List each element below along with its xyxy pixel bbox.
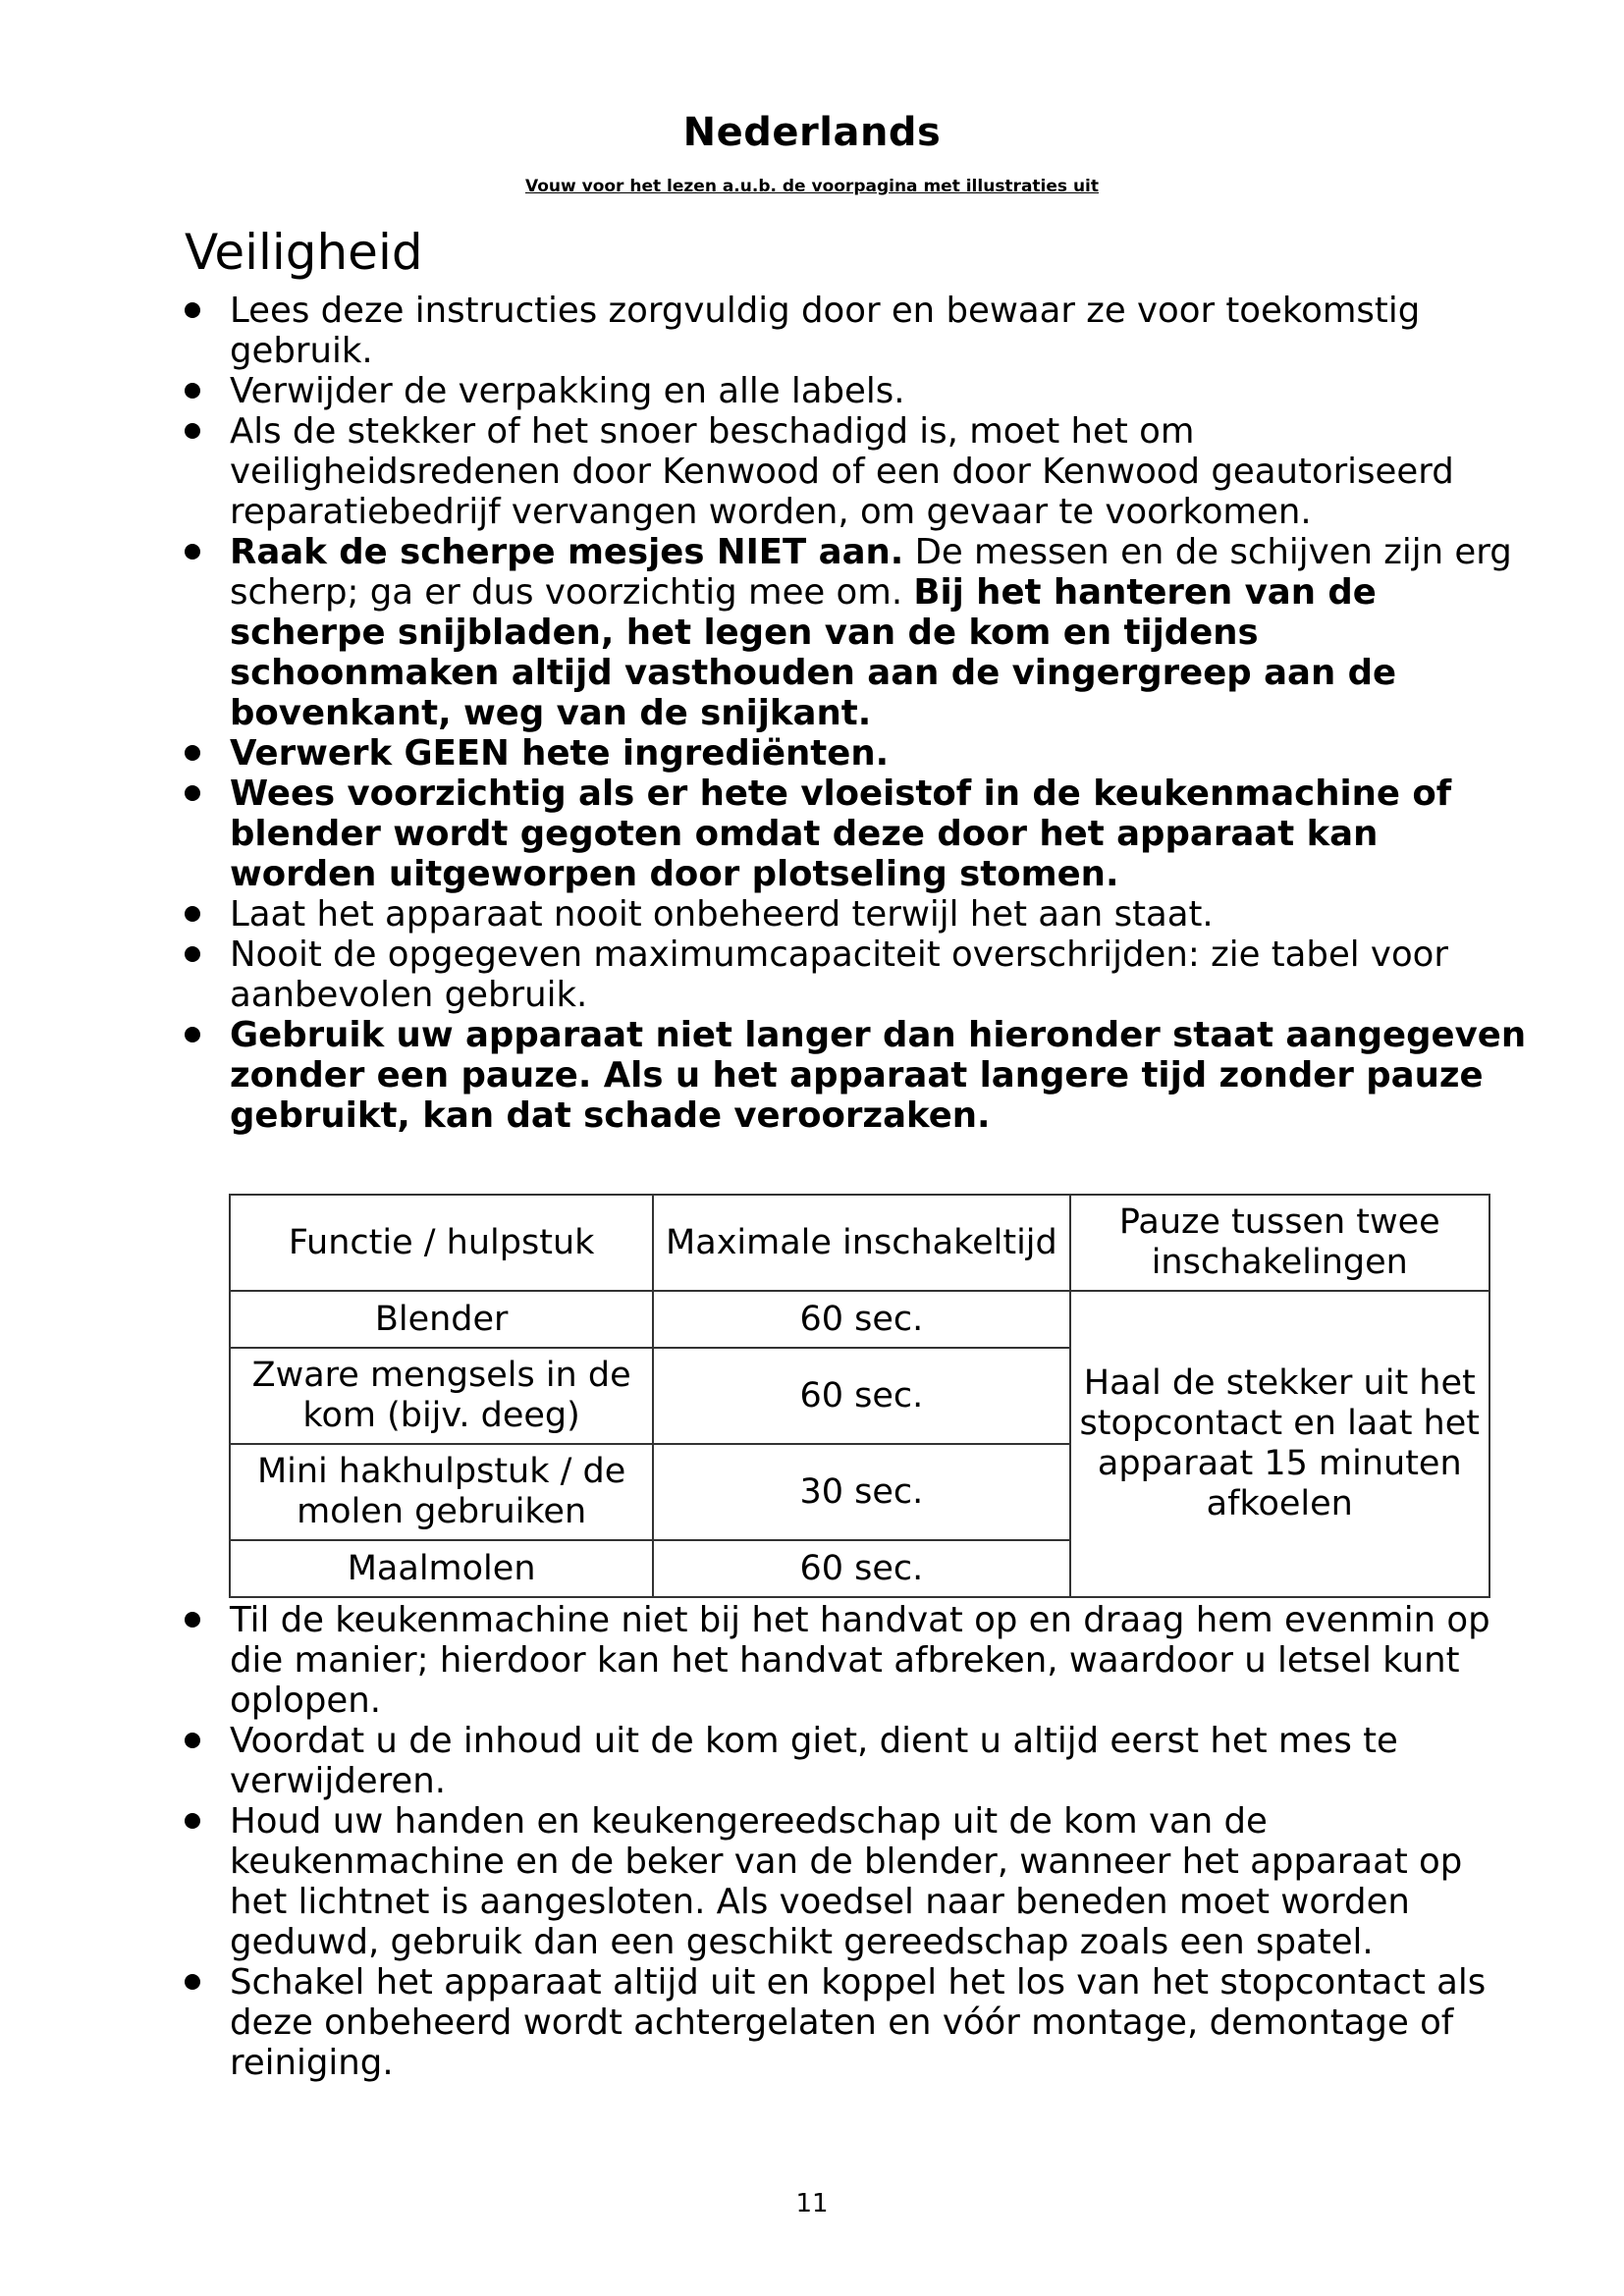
table-cell-function: Zware mengsels in de kom (bijv. deeg): [230, 1348, 653, 1444]
bullet-icon: [185, 1733, 200, 1748]
section-title: Veiligheid: [185, 224, 423, 281]
table-row: [230, 1291, 1489, 1348]
list-item: [185, 934, 1530, 1015]
table-cell-function: Maalmolen: [230, 1540, 653, 1597]
table-cell-pause: Haal de stekker uit het stopcontact en laat het apparaat 15 minuten afkoelen: [1070, 1291, 1489, 1597]
bullet-icon: [185, 383, 200, 399]
table-header-pause: Pauze tussen twee inschakelingen: [1070, 1195, 1489, 1291]
list-item: [185, 1015, 1530, 1136]
list-item: [185, 291, 1530, 371]
table-cell-time: 30 sec.: [653, 1444, 1069, 1540]
item-text: Houd uw handen en keukengereedschap uit de kom van de keukenmachine en de beker van de blender, wanneer het apparaat op het lichtnet is aangesloten. Als voedsel naar beneden moet worden geduwd, gebruik dan een geschikt gereedschap zoals een spatel.: [230, 1801, 1463, 1962]
list-item: [185, 1600, 1530, 1721]
table-cell-function: Blender: [230, 1291, 653, 1348]
list-item: [185, 371, 1530, 411]
table-header-function: Functie / hulpstuk: [230, 1195, 653, 1291]
bullet-icon: [185, 423, 200, 439]
item-text-bold: Wees voorzichtig als er hete vloeistof in de keukenmachine of blender wordt gegoten omdat deze door het apparaat kan worden uitgeworpen door plotseling stomen.: [230, 774, 1452, 894]
bullet-icon: [185, 1027, 200, 1042]
bullet-icon: [185, 785, 200, 801]
list-item: [185, 1721, 1530, 1801]
table-cell-function: Mini hakhulpstuk / de molen gebruiken: [230, 1444, 653, 1540]
list-item: [185, 733, 1530, 774]
item-text: Nooit de opgegeven maximumcapaciteit overschrijden: zie tabel voor aanbevolen gebruik.: [230, 934, 1448, 1015]
table-header-max-time: Maximale inschakeltijd: [653, 1195, 1069, 1291]
fold-instruction-note: Vouw voor het lezen a.u.b. de voorpagina met illustraties uit: [524, 177, 1099, 196]
usage-time-table: [229, 1194, 1490, 1598]
item-text: Schakel het apparaat altijd uit en koppel het los van het stopcontact als deze onbeheerd wordt achtergelaten en vóór montage, demontage of reiniging.: [230, 1962, 1487, 2083]
item-text: Til de keukenmachine niet bij het handvat op en draag hem evenmin op die manier; hierdoor kan het handvat afbreken, waardoor u letsel kunt oplopen.: [230, 1600, 1490, 1721]
bullet-icon: [185, 745, 200, 761]
table-cell-time: 60 sec.: [653, 1540, 1069, 1597]
table-cell-time: 60 sec.: [653, 1348, 1069, 1444]
item-text: De messen en de schijven zijn erg scherp; ga er dus voorzichtig mee om.: [230, 532, 1512, 613]
item-text-bold: Gebruik uw apparaat niet langer dan hieronder staat aangegeven zonder een pauze. Als u het apparaat langere tijd zonder pauze gebruikt, kan dat schade veroorzaken.: [230, 1015, 1527, 1136]
list-item: [185, 411, 1530, 532]
list-item: [185, 894, 1530, 934]
item-text: Voordat u de inhoud uit de kom giet, dient u altijd eerst het mes te verwijderen.: [230, 1721, 1398, 1801]
item-text: Laat het apparaat nooit onbeheerd terwijl het aan staat.: [230, 894, 1214, 934]
language-title: Nederlands: [682, 110, 942, 155]
item-text-bold: Verwerk GEEN hete ingrediënten.: [230, 733, 890, 774]
item-text: Lees deze instructies zorgvuldig door en bewaar ze voor toekomstig gebruik.: [230, 291, 1421, 371]
item-text: Als de stekker of het snoer beschadigd is, moet het om veiligheidsredenen door Kenwood of een door Kenwood geautoriseerd reparatiebedrijf vervangen worden, om gevaar te voorkomen.: [230, 411, 1454, 532]
bullet-icon: [185, 906, 200, 922]
list-item: [185, 532, 1530, 733]
safety-list-top: [185, 291, 1530, 1136]
bullet-icon: [185, 1813, 200, 1829]
list-item: [185, 774, 1530, 894]
item-text: Verwijder de verpakking en alle labels.: [230, 371, 905, 411]
safety-list-bottom: [185, 1600, 1530, 2083]
bullet-icon: [185, 1612, 200, 1628]
table-cell-time: 60 sec.: [653, 1291, 1069, 1348]
list-item: [185, 1801, 1530, 1962]
page-number: 11: [795, 2189, 829, 2218]
item-text-bold: Raak de scherpe mesjes NIET aan.: [230, 532, 904, 572]
bullet-icon: [185, 1974, 200, 1990]
bullet-icon: [185, 544, 200, 560]
list-item: [185, 1962, 1530, 2083]
bullet-icon: [185, 946, 200, 962]
bullet-icon: [185, 302, 200, 318]
item-text-bold: Bij het hanteren van de scherpe snijbladen, het legen van de kom en tijdens schoonmaken altijd vasthouden aan de vingergreep aan de bovenkant, weg van de snijkant.: [230, 572, 1397, 733]
